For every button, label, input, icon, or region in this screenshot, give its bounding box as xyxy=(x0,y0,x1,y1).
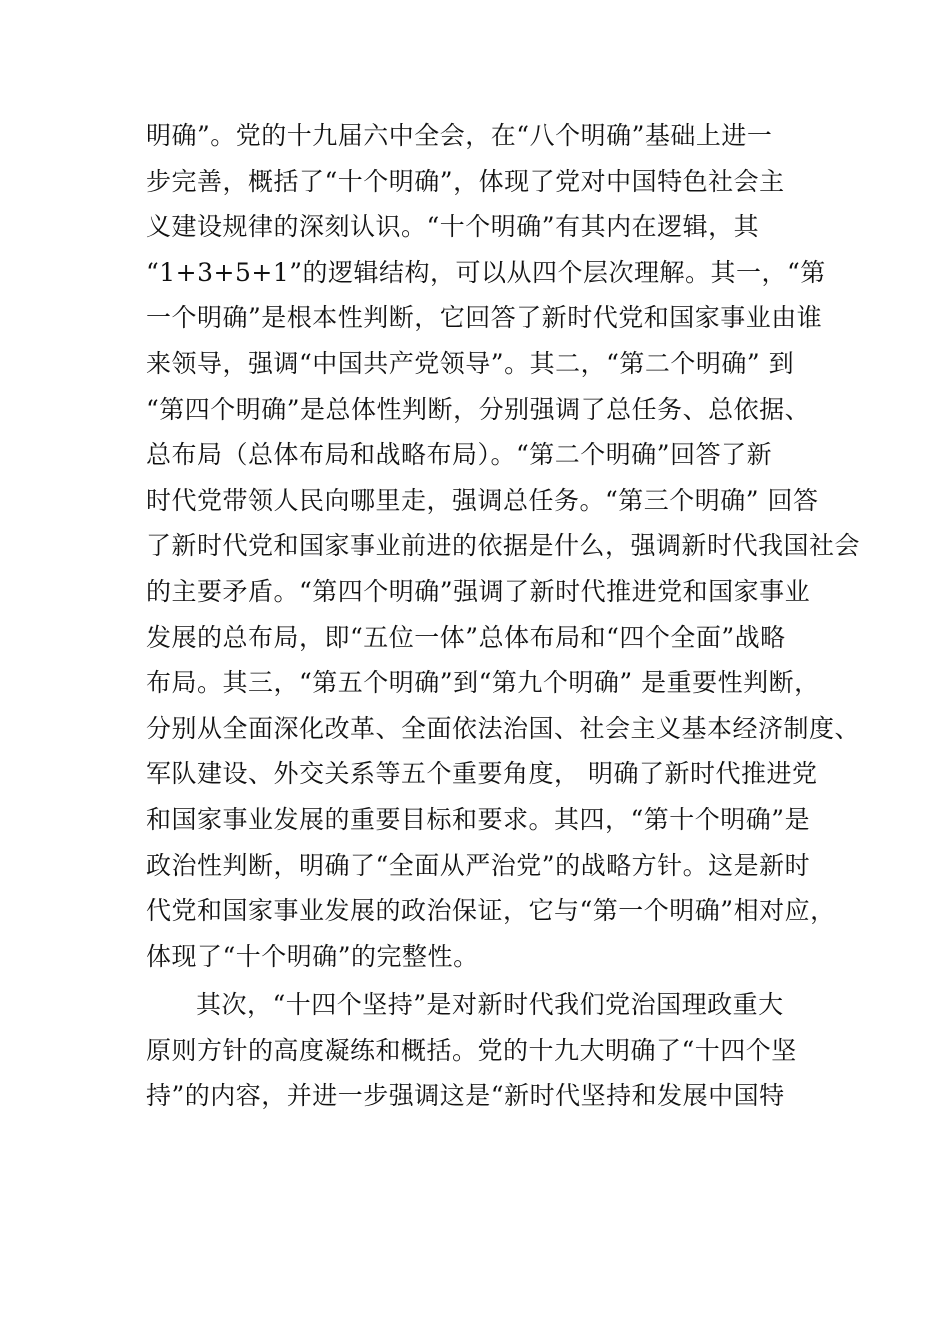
text-line: 分别从全面深化改革、全面依法治国、社会主义基本经济制度、 xyxy=(146,713,861,743)
text-line: 和国家事业发展的重要目标和要求。其四，“第十个明确”是 xyxy=(146,804,811,834)
text-line: 的主要矛盾。“第四个明确”强调了新时代推进党和国家事业 xyxy=(146,576,811,606)
text-line: 步完善，概括了“十个明确”，体现了党对中国特色社会主 xyxy=(146,166,785,196)
text-line: 持”的内容，并进一步强调这是“新时代坚持和发展中国特 xyxy=(146,1081,785,1111)
text-line: 体现了“十个明确”的完整性。 xyxy=(146,941,479,971)
text-line: 时代党带领人民向哪里走，强调总任务。“第三个明确” 回答 xyxy=(146,485,819,515)
text-line: 义建设规律的深刻认识。“十个明确”有其内在逻辑，其 xyxy=(146,212,760,242)
text-line: “1+3+5+1”的逻辑结构，可以从四个层次理解。其一，“第 xyxy=(146,257,826,287)
paragraph-first-line: 其次，“十四个坚持”是对新时代我们党治国理政重大 xyxy=(196,990,784,1020)
text-line: 了新时代党和国家事业前进的依据是什么，强调新时代我国社会 xyxy=(146,531,861,561)
text-line: 发展的总布局，即“五位一体”总体布局和“四个全面”战略 xyxy=(146,622,786,652)
text-line: 政治性判断，明确了“全面从严治党”的战略方针。这是新时 xyxy=(146,850,811,880)
body-text xyxy=(146,113,861,1119)
text-line: 军队建设、外交关系等五个重要角度， 明确了新时代推进党 xyxy=(146,759,818,789)
text-line: 一个明确”是根本性判断，它回答了新时代党和国家事业由谁 xyxy=(146,303,823,333)
text-line: 代党和国家事业发展的政治保证，它与“第一个明确”相对应， xyxy=(146,896,836,926)
text-line: 明确”。党的十九届六中全会，在“八个明确”基础上进一 xyxy=(146,121,773,150)
text-line: 原则方针的高度凝练和概括。党的十九大明确了“十四个坚 xyxy=(146,1035,797,1065)
text-line: 布局。其三，“第五个明确”到“第九个明确” 是重要性判断， xyxy=(146,668,820,698)
text-line: 总布局（总体布局和战略布局）。“第二个明确”回答了新 xyxy=(146,440,773,470)
text-line: 来领导，强调“中国共产党领导”。其二，“第二个明确” 到 xyxy=(146,348,795,378)
text-line: “第四个明确”是总体性判断，分别强调了总任务、总依据、 xyxy=(146,394,811,424)
